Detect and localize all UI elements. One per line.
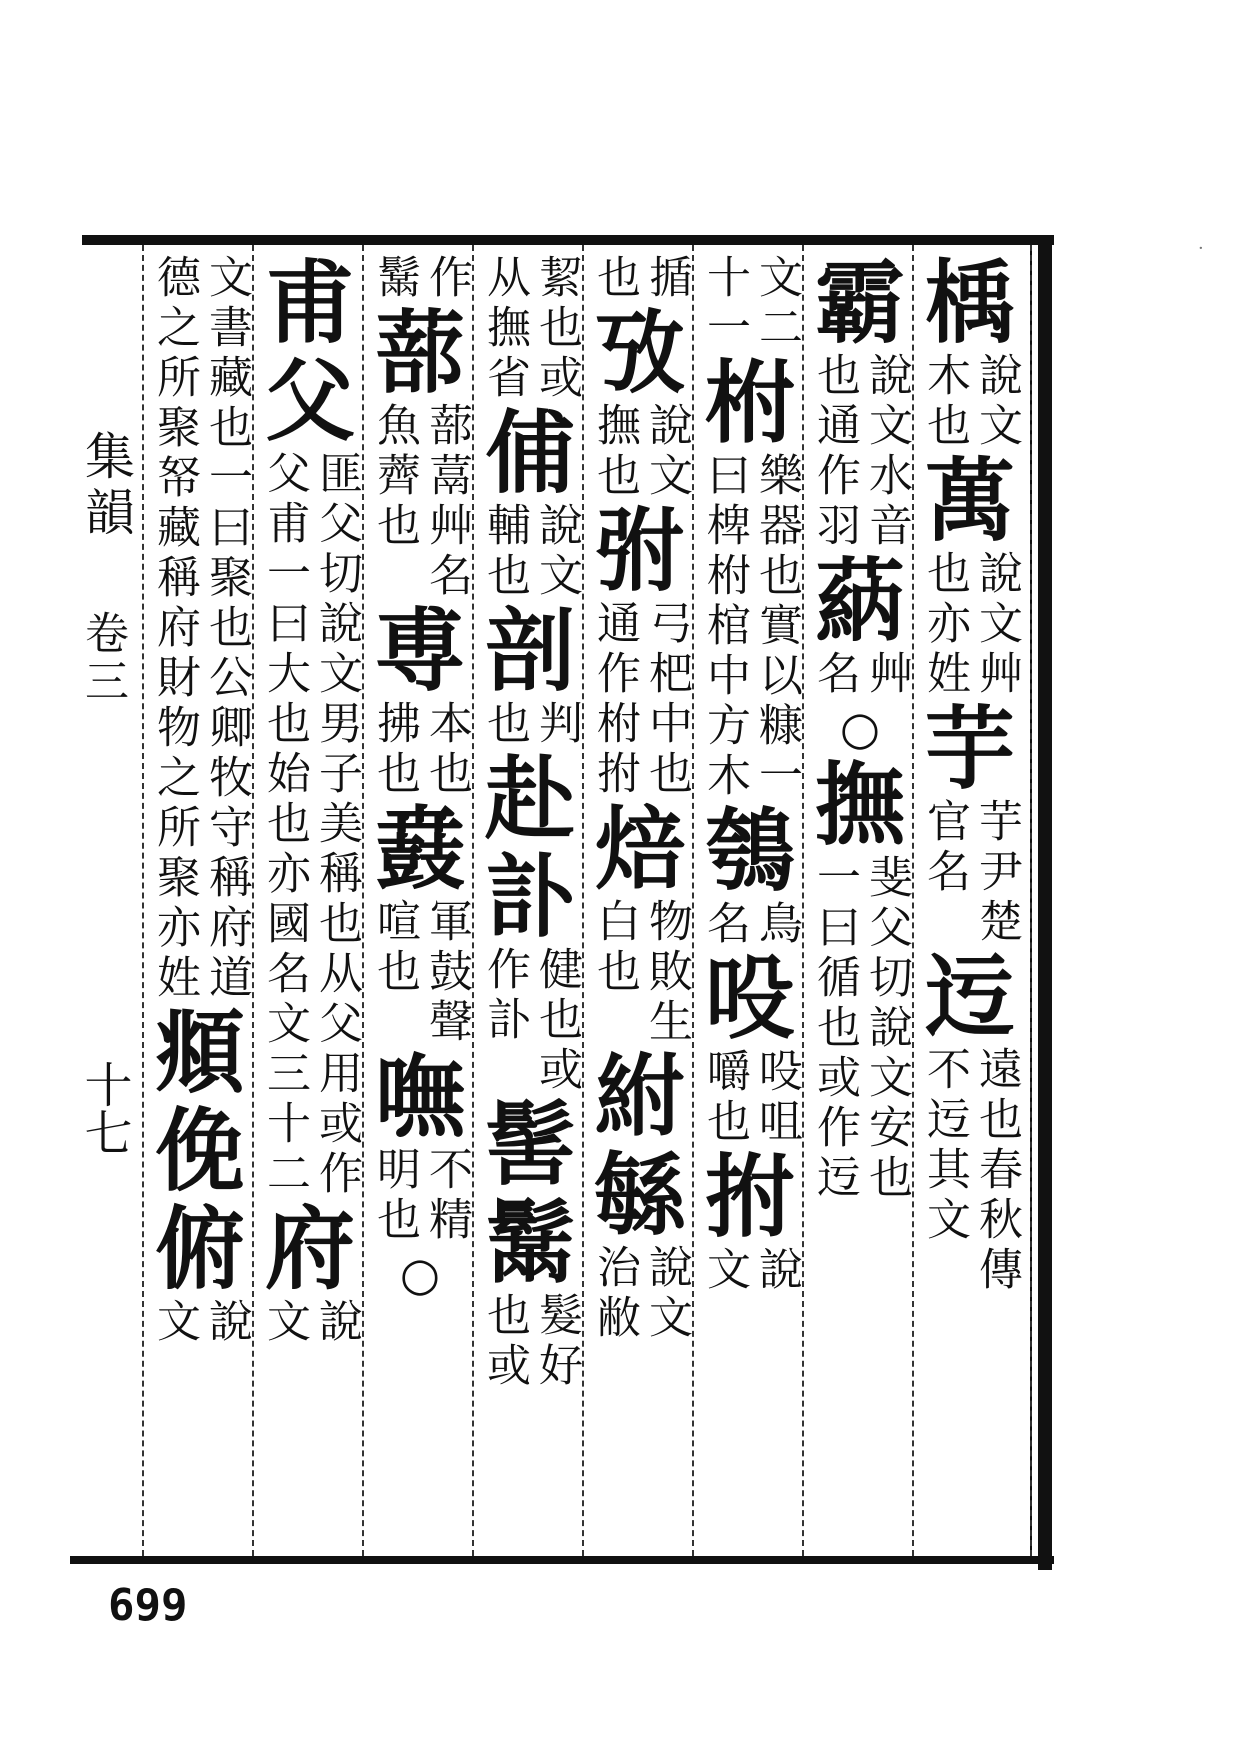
gloss-line: 一曰循也或作迃 (809, 854, 860, 1204)
text-column (258, 250, 362, 1550)
gloss-annotation (479, 1292, 581, 1392)
head-character: 蒳 (815, 548, 905, 654)
frame-bottom-border (70, 1556, 1054, 1564)
gloss-line: 作 (421, 254, 472, 304)
column-rule (252, 245, 254, 1556)
gloss-line: 遠也春秋傳 (971, 1046, 1022, 1296)
head-character: 父 (265, 348, 355, 454)
head-character: 吺 (705, 946, 795, 1052)
head-character: 俛 (155, 1098, 245, 1204)
head-character: 鼖 (375, 796, 465, 902)
gloss-line: 治敝 (589, 1244, 640, 1344)
gloss-line: 嚼也 (699, 1048, 750, 1148)
gloss-line: 弓杷中也 (641, 600, 692, 800)
text-column (368, 254, 472, 1550)
gloss-annotation (369, 402, 471, 602)
gloss-annotation (149, 254, 251, 1004)
gloss-annotation (809, 854, 911, 1204)
gloss-line: 也或 (479, 1292, 530, 1392)
gloss-line: 作訃 (479, 946, 530, 1046)
head-character: 鴮 (705, 798, 795, 904)
gloss-annotation (369, 700, 471, 800)
head-character: 赴 (485, 746, 575, 852)
gloss-line: 物敗生 (641, 898, 692, 1048)
gloss-line: 不迃其文 (919, 1046, 970, 1246)
head-character: 紨 (595, 1044, 685, 1150)
head-character: 俌 (485, 400, 575, 506)
gloss-line: 通作柎拊 (589, 600, 640, 800)
gloss-line: 明也 (369, 1146, 420, 1246)
head-character: 撫 (815, 752, 905, 858)
head-character: 剖 (485, 598, 575, 704)
gloss-line: 蔀蒚艸名 (421, 402, 472, 602)
column-rule (142, 245, 144, 1556)
head-character: 蔀 (375, 300, 465, 406)
margin-book-title: 集韻 (77, 430, 135, 542)
gloss-line: 文二 (751, 254, 802, 354)
head-character: 頫 (155, 1000, 245, 1106)
gloss-line: 說文 (531, 502, 582, 602)
gloss-line: 从撫省 (479, 254, 530, 404)
head-character: 俯 (155, 1196, 245, 1302)
head-character: 拊 (705, 1144, 795, 1250)
gloss-annotation (919, 352, 1021, 452)
gloss-annotation (919, 1046, 1021, 1296)
gloss-annotation (589, 254, 691, 304)
gloss-line: 說 (201, 1298, 252, 1348)
gloss-line: 說 (751, 1246, 802, 1296)
gloss-line: 芋尹楚 (971, 798, 1022, 948)
gloss-line: 軍鼓聲 (421, 898, 472, 1048)
frame-top-border (82, 235, 1054, 245)
gloss-line: 吺咀 (751, 1048, 802, 1148)
gloss-line: 文書藏也一曰聚也公卿牧守稱府道 (201, 254, 252, 1004)
gloss-line: 拂也 (369, 700, 420, 800)
gloss-annotation (259, 450, 361, 1200)
text-column (588, 254, 692, 1550)
column-rule (692, 245, 694, 1556)
head-character: 緐 (595, 1142, 685, 1248)
gloss-line: 德之所聚帑藏稱府財物之所聚亦姓 (149, 254, 200, 1004)
gloss-annotation (589, 1244, 691, 1344)
gloss-line: 官名 (919, 798, 970, 898)
head-character: 萬 (925, 448, 1015, 554)
gloss-line: 名 (699, 900, 750, 950)
gloss-annotation (369, 1146, 471, 1246)
gloss-line: 揗 (641, 254, 692, 304)
gloss-line: 說文 (971, 352, 1022, 452)
gloss-line: 撫也 (589, 402, 640, 502)
gloss-line: 木也 (919, 352, 970, 452)
circle-separator: ○ (839, 701, 881, 755)
gloss-annotation (479, 700, 581, 750)
gloss-line: 本也 (421, 700, 472, 800)
gloss-line: 判 (531, 700, 582, 750)
gloss-line: 也 (479, 700, 530, 750)
text-column (808, 250, 912, 1550)
gloss-line: 健也或 (531, 946, 582, 1096)
gloss-line: 父甫一曰大也始也亦國名文三十二 (259, 450, 310, 1200)
page-number: 699 (108, 1580, 188, 1631)
gloss-annotation (699, 1048, 801, 1148)
gloss-annotation (589, 600, 691, 800)
head-character: 迃 (925, 944, 1015, 1050)
gloss-line: 艸 (861, 650, 912, 700)
gloss-line: 也亦姓 (919, 550, 970, 700)
text-column (478, 254, 582, 1550)
margin-leaf-number: 十七 (76, 1060, 132, 1156)
gloss-annotation (699, 1246, 801, 1296)
gloss-annotation (479, 254, 581, 404)
gloss-annotation (699, 900, 801, 950)
head-character: 柎 (705, 350, 795, 456)
gloss-annotation (149, 1298, 251, 1348)
gloss-annotation (919, 798, 1021, 948)
head-character: 府 (265, 1196, 355, 1302)
gloss-line: 說 (311, 1298, 362, 1348)
gloss-line: 樂器也實以糠一 (751, 452, 802, 802)
gloss-annotation (259, 1298, 361, 1348)
gloss-line: 輔也 (479, 502, 530, 602)
column-rule (362, 245, 364, 1556)
gloss-line: 十一 (699, 254, 750, 354)
gloss-annotation (479, 502, 581, 602)
gloss-annotation (699, 254, 801, 354)
gloss-line: 絜也或 (531, 254, 582, 404)
gloss-line: 白也 (589, 898, 640, 998)
text-column (698, 254, 802, 1550)
gloss-annotation (809, 650, 911, 700)
gloss-annotation (699, 452, 801, 802)
text-column (148, 254, 252, 1550)
gloss-line: 匪父切說文男子美稱也从父用或作 (311, 450, 362, 1200)
frame-right-border (1038, 235, 1052, 1570)
gloss-annotation (479, 946, 581, 1096)
head-character: 楀 (925, 250, 1015, 356)
text-column (918, 250, 1022, 1550)
gloss-line: 魚薺也 (369, 402, 420, 552)
head-character: 訃 (485, 844, 575, 950)
gloss-line: 鬗 (369, 254, 420, 304)
column-rule (802, 245, 804, 1556)
edge-mark: · (1198, 238, 1204, 259)
gloss-line: 說文水音 (861, 352, 912, 552)
gloss-annotation (919, 550, 1021, 700)
gloss-annotation (589, 402, 691, 502)
gloss-annotation (809, 352, 911, 552)
circle-separator: ○ (399, 1247, 441, 1301)
gloss-line: 斐父切說文安也 (861, 854, 912, 1204)
head-character: 弣 (595, 498, 685, 604)
gloss-line: 文 (699, 1246, 750, 1296)
gloss-line: 也 (589, 254, 640, 304)
gloss-line: 文 (259, 1298, 310, 1348)
column-rule (582, 245, 584, 1556)
head-character: 芋 (925, 696, 1015, 802)
gloss-annotation (369, 254, 471, 304)
gloss-line: 鳥 (751, 900, 802, 950)
gloss-line: 不精 (421, 1146, 472, 1246)
gloss-line: 說文 (641, 1244, 692, 1344)
gloss-line: 說文艸 (971, 550, 1022, 700)
column-rule (472, 245, 474, 1556)
gloss-line: 說文 (641, 402, 692, 502)
head-character: 攷 (595, 300, 685, 406)
head-character: 甫 (265, 250, 355, 356)
head-character: 霸 (815, 250, 905, 356)
gloss-annotation (369, 898, 471, 1048)
gloss-line: 喧也 (369, 898, 420, 998)
margin-volume: 卷三 (77, 610, 128, 706)
head-character: 焙 (595, 796, 685, 902)
gloss-line: 也通作羽 (809, 352, 860, 552)
column-rule (1030, 245, 1032, 1556)
gloss-line: 曰椑柎棺中方木 (699, 452, 750, 802)
gloss-line: 名 (809, 650, 860, 700)
gloss-line: 文 (149, 1298, 200, 1348)
head-character: 髺 (485, 1092, 575, 1198)
head-character: 嘸 (375, 1044, 465, 1150)
gloss-line: 髮好 (531, 1292, 582, 1392)
gloss-annotation (589, 898, 691, 1048)
column-rule (912, 245, 914, 1556)
head-character: 鬗 (485, 1190, 575, 1296)
head-character: 尃 (375, 598, 465, 704)
